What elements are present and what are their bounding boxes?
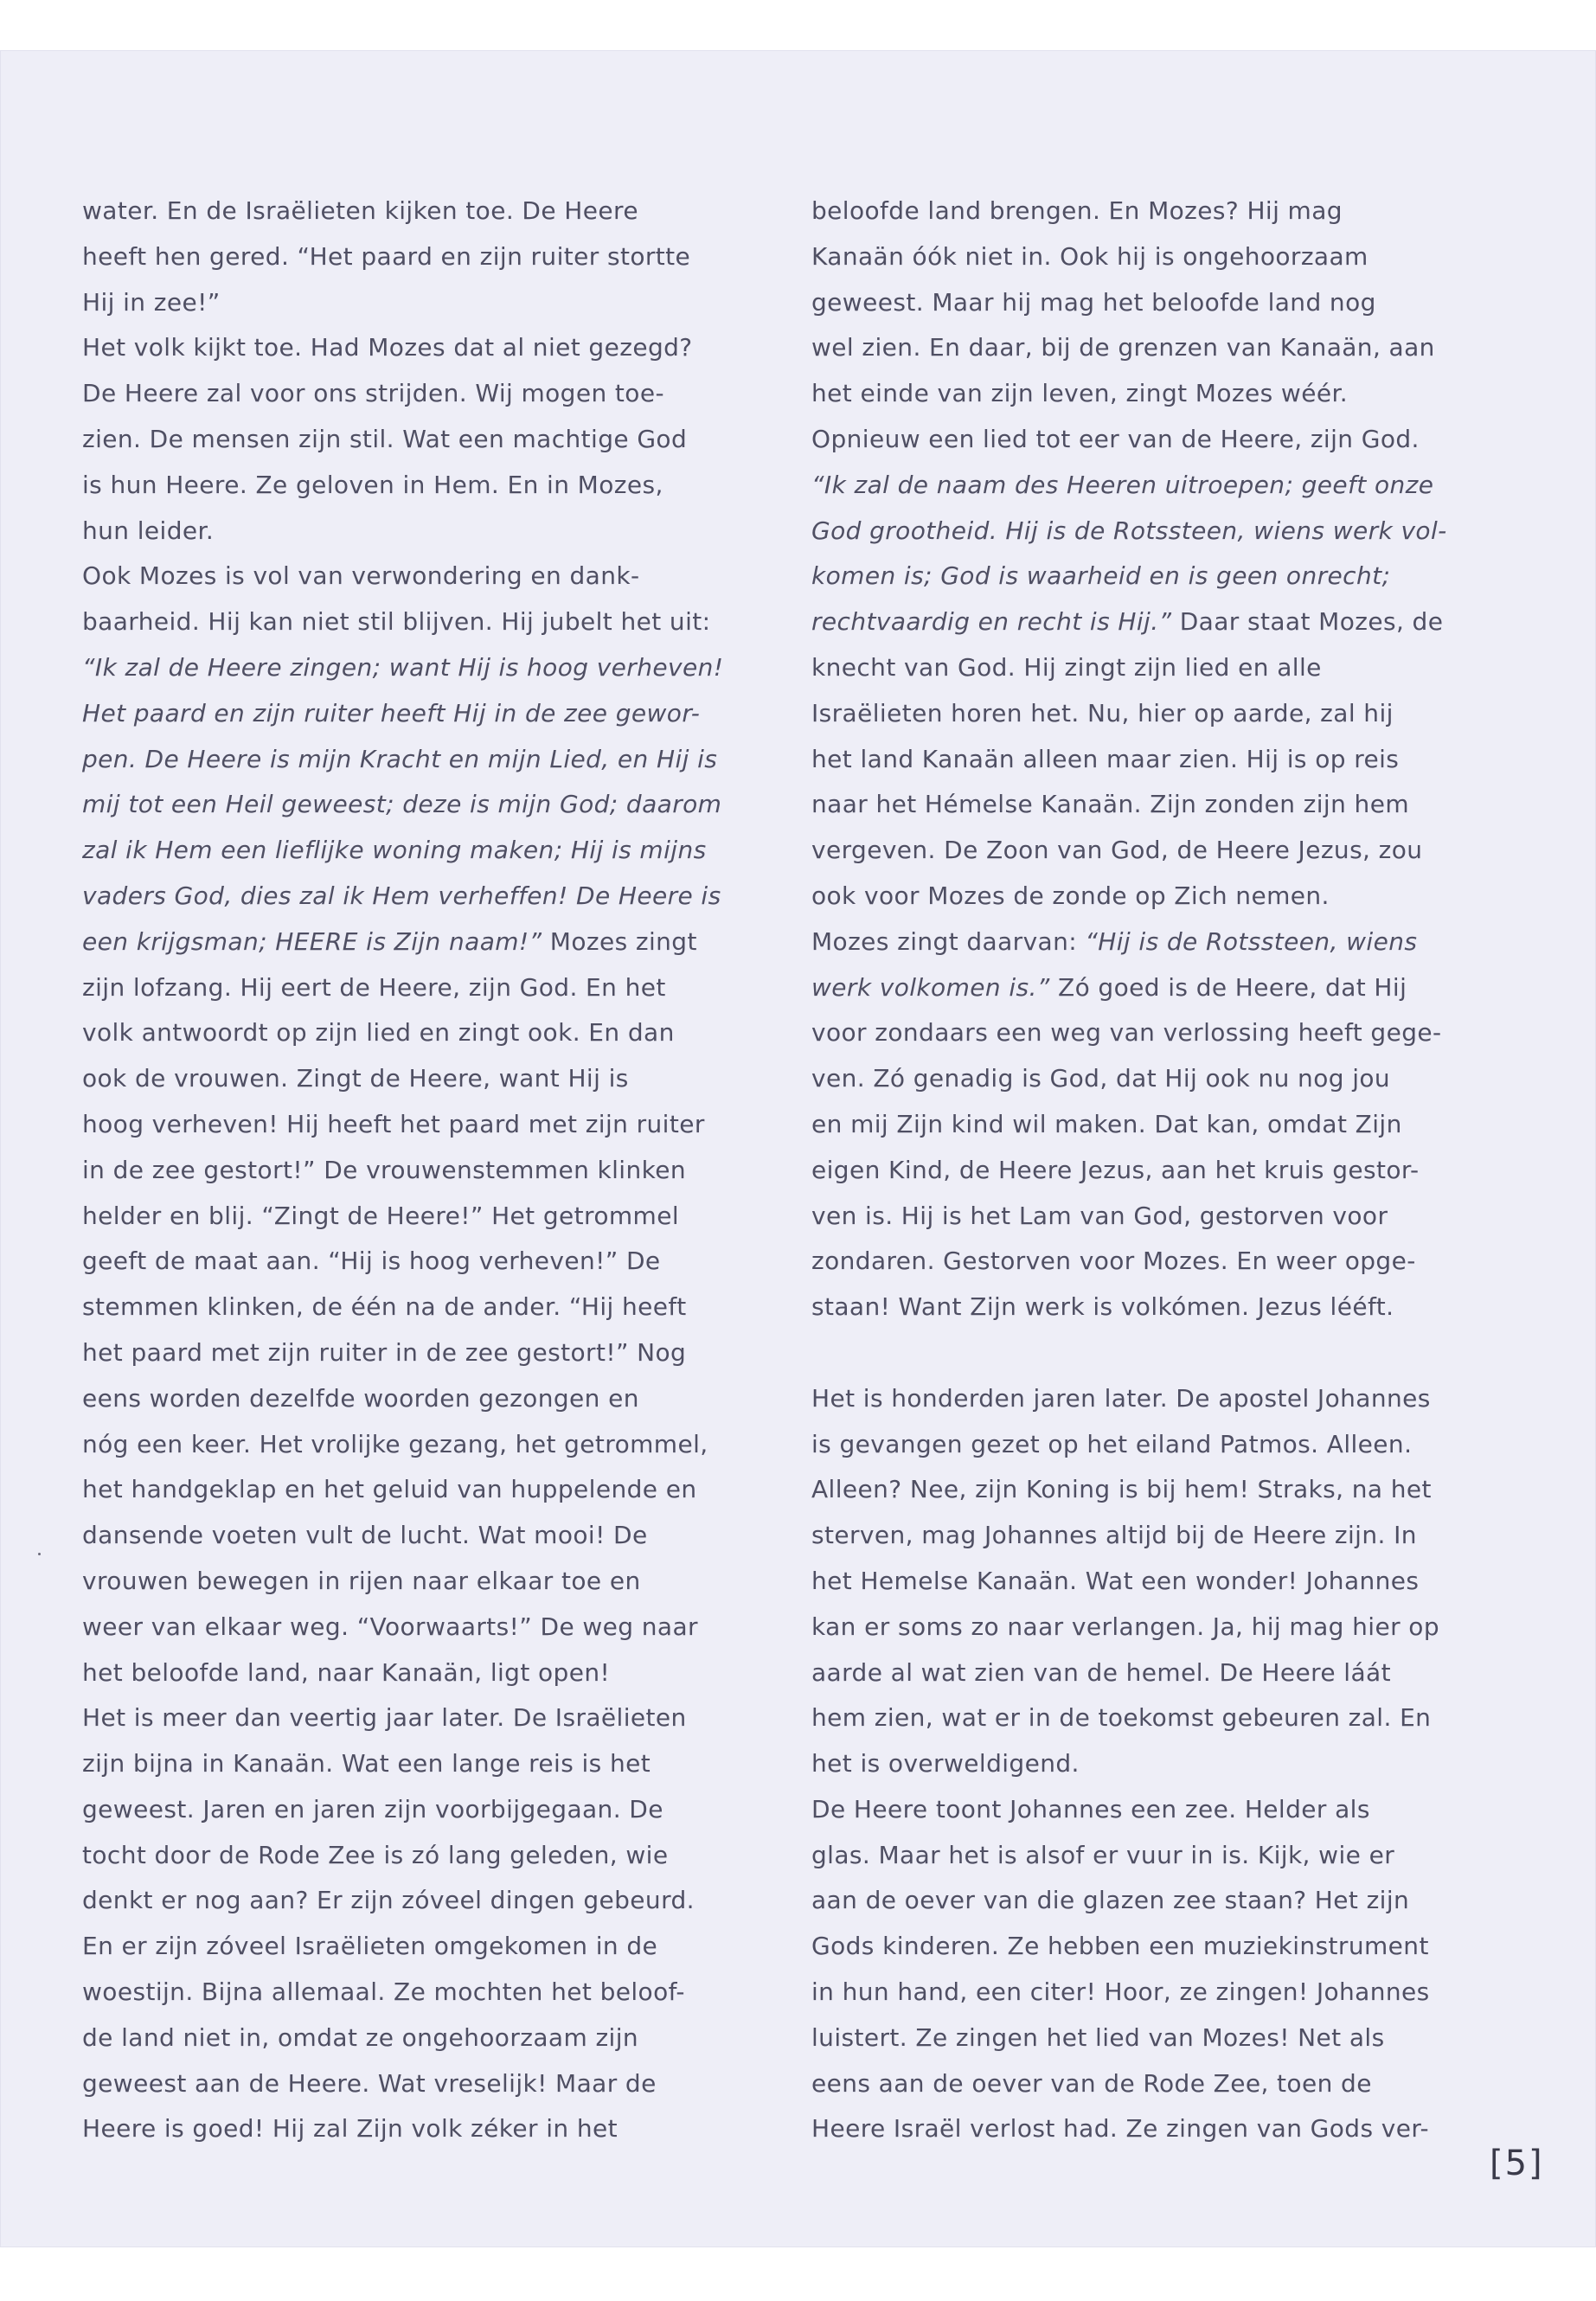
text-line xyxy=(82,189,748,234)
text-line xyxy=(82,2106,748,2152)
text-segment: hoog verheven! Hij heeft het paard met zijn ruiter xyxy=(82,1109,705,1138)
quote-segment: “Ik zal de Heere zingen; want Hij is hoog verheven! xyxy=(82,652,724,682)
text-segment: tocht door de Rode Zee is zó lang geleden, wie xyxy=(82,1840,669,1869)
paragraph xyxy=(811,189,1477,1330)
text-line xyxy=(811,1102,1477,1148)
text-segment: zien. De mensen zijn stil. Wat een machtige God xyxy=(82,424,688,453)
text-segment: geeft de maat aan. “Hij is hoog verheven!” De xyxy=(82,1247,661,1276)
text-line xyxy=(811,325,1477,371)
text-line xyxy=(82,463,748,509)
text-segment: hem zien, wat er in de toekomst gebeuren zal. En xyxy=(811,1703,1432,1733)
text-segment: het einde van zijn leven, zingt Mozes wéér. xyxy=(811,379,1349,408)
text-line xyxy=(811,1467,1477,1513)
text-segment: ven is. Hij is het Lam van God, gestorven voor xyxy=(811,1201,1388,1230)
text-segment: kan er soms zo naar verlangen. Ja, hij mag hier op xyxy=(811,1612,1439,1641)
text-segment: ook voor Mozes de zonde op Zich nemen. xyxy=(811,881,1330,910)
text-line xyxy=(82,1878,748,1924)
text-line xyxy=(811,1239,1477,1285)
text-line xyxy=(811,599,1477,645)
text-line xyxy=(811,417,1477,463)
text-line xyxy=(811,1970,1477,2016)
paper-speck xyxy=(38,1553,41,1555)
text-segment: dansende voeten vult de lucht. Wat mooi! De xyxy=(82,1521,648,1550)
text-segment: eens worden dezelfde woorden gezongen en xyxy=(82,1383,639,1413)
text-line xyxy=(811,828,1477,874)
text-segment: zondaren. Gestorven voor Mozes. En weer opge- xyxy=(811,1247,1416,1276)
text-line xyxy=(811,1695,1477,1741)
text-line xyxy=(811,509,1477,554)
text-segment: aan de oever van die glazen zee staan? Het zijn xyxy=(811,1886,1410,1915)
text-segment: Zó goed is de Heere, dat Hij xyxy=(1049,972,1407,1002)
text-segment: geweest aan de Heere. Wat vreselijk! Maar de xyxy=(82,2068,657,2098)
text-segment: Heere is goed! Hij zal Zijn volk zéker in het xyxy=(82,2114,619,2144)
text-line xyxy=(811,234,1477,280)
text-line xyxy=(811,554,1477,599)
text-line xyxy=(811,1010,1477,1056)
text-line xyxy=(811,2016,1477,2061)
text-line xyxy=(82,554,748,599)
text-line xyxy=(82,1010,748,1056)
text-segment: zijn bijna in Kanaän. Wat een lange reis is het xyxy=(82,1749,651,1779)
text-line xyxy=(82,1695,748,1741)
text-line xyxy=(82,1787,748,1833)
text-line xyxy=(811,874,1477,920)
quote-segment: “Ik zal de naam des Heeren uitroepen; geeft onze xyxy=(811,470,1434,499)
text-segment: Ook Mozes is vol van verwondering en dank- xyxy=(82,561,640,591)
text-segment: hun leider. xyxy=(82,516,215,545)
text-line xyxy=(811,645,1477,691)
text-line xyxy=(811,782,1477,828)
text-line xyxy=(82,1330,748,1376)
text-segment: het land Kanaän alleen maar zien. Hij is op reis xyxy=(811,744,1400,773)
quote-segment: God grootheid. Hij is de Rotssteen, wiens werk vol- xyxy=(811,516,1447,545)
text-line xyxy=(82,1833,748,1879)
text-segment: in de zee gestort!” De vrouwenstemmen klinken xyxy=(82,1155,687,1184)
text-segment: denkt er nog aan? Er zijn zóveel dingen gebeurd. xyxy=(82,1886,695,1915)
text-line xyxy=(82,1559,748,1605)
text-line xyxy=(82,1376,748,1422)
text-line xyxy=(811,1924,1477,1970)
text-line xyxy=(811,1194,1477,1240)
text-segment: is hun Heere. Ze geloven in Hem. En in Mozes, xyxy=(82,470,663,499)
text-segment: en mij Zijn kind wil maken. Dat kan, omdat Zijn xyxy=(811,1109,1402,1138)
text-line xyxy=(82,1467,748,1513)
text-segment: vergeven. De Zoon van God, de Heere Jezus, zou xyxy=(811,836,1423,865)
text-line xyxy=(82,280,748,326)
text-line xyxy=(82,1422,748,1468)
text-line xyxy=(811,463,1477,509)
text-segment: De Heere zal voor ons strijden. Wij mogen toe- xyxy=(82,379,664,408)
text-line xyxy=(82,1650,748,1696)
text-line xyxy=(811,1376,1477,1422)
text-line xyxy=(82,1148,748,1194)
text-line xyxy=(82,920,748,965)
text-segment: stemmen klinken, de één na de ander. “Hij heeft xyxy=(82,1292,687,1322)
text-segment: water. En de Israëlieten kijken toe. De Heere xyxy=(82,196,638,225)
text-line xyxy=(82,645,748,691)
quote-segment: mij tot een Heil geweest; deze is mijn God; daarom xyxy=(82,790,722,819)
book-page xyxy=(0,50,1596,2247)
text-segment: heeft hen gered. “Het paard en zijn ruiter stortte xyxy=(82,241,691,271)
text-segment: aarde al wat zien van de hemel. De Heere láát xyxy=(811,1657,1391,1687)
text-line xyxy=(811,280,1477,326)
text-segment: volk antwoordt op zijn lied en zingt ook. En dan xyxy=(82,1018,675,1048)
text-line xyxy=(811,1148,1477,1194)
paragraph xyxy=(82,189,748,325)
text-segment: het is overweldigend. xyxy=(811,1749,1080,1779)
text-segment: nóg een keer. Het vrolijke gezang, het getrommel, xyxy=(82,1429,708,1458)
text-segment: het handgeklap en het geluid van huppelende en xyxy=(82,1475,697,1504)
text-line xyxy=(82,599,748,645)
text-segment: in hun hand, een citer! Hoor, ze zingen! Johannes xyxy=(811,1977,1430,2007)
text-segment: Alleen? Nee, zijn Koning is bij hem! Straks, na het xyxy=(811,1475,1432,1504)
text-segment: Gods kinderen. Ze hebben een muziekinstrument xyxy=(811,1932,1429,1961)
text-segment: Mozes zingt xyxy=(542,926,697,956)
text-segment: de land niet in, omdat ze ongehoorzaam zijn xyxy=(82,2022,639,2052)
paragraph xyxy=(82,1695,748,2152)
text-segment: geweest. Jaren en jaren zijn voorbijgegaan. De xyxy=(82,1794,663,1823)
text-line xyxy=(811,1559,1477,1605)
text-segment: het Hemelse Kanaän. Wat een wonder! Johannes xyxy=(811,1566,1420,1595)
text-line xyxy=(811,1285,1477,1330)
text-segment: Mozes zingt daarvan: xyxy=(811,926,1086,956)
text-line xyxy=(811,965,1477,1011)
quote-segment: Het paard en zijn ruiter heeft Hij in de zee gewor- xyxy=(82,698,701,727)
text-line xyxy=(82,1605,748,1650)
text-segment: woestijn. Bijna allemaal. Ze mochten het beloof- xyxy=(82,1977,685,2007)
text-line xyxy=(811,1787,1477,1833)
text-line xyxy=(811,1878,1477,1924)
text-line xyxy=(82,371,748,417)
text-segment: naar het Hémelse Kanaän. Zijn zonden zijn hem xyxy=(811,790,1409,819)
paragraph xyxy=(811,1376,1477,1787)
text-segment: eens aan de oever van de Rode Zee, toen de xyxy=(811,2068,1372,2098)
text-segment: voor zondaars een weg van verlossing heeft gege- xyxy=(811,1018,1442,1048)
text-line xyxy=(82,1970,748,2016)
quote-segment: werk volkomen is.” xyxy=(811,972,1050,1002)
text-segment: knecht van God. Hij zingt zijn lied en alle xyxy=(811,652,1322,682)
text-line xyxy=(811,371,1477,417)
text-line xyxy=(811,1741,1477,1787)
text-line xyxy=(82,965,748,1011)
text-segment: helder en blij. “Zingt de Heere!” Het getrommel xyxy=(82,1201,680,1230)
right-text-column xyxy=(811,189,1477,2152)
text-segment: Het is meer dan veertig jaar later. De Israëlieten xyxy=(82,1703,687,1733)
text-line xyxy=(82,691,748,737)
text-segment: En er zijn zóveel Israëlieten omgekomen in de xyxy=(82,1932,658,1961)
text-line xyxy=(82,325,748,371)
text-line xyxy=(811,189,1477,234)
text-segment: weer van elkaar weg. “Voorwaarts!” De weg naar xyxy=(82,1612,698,1641)
text-segment: vrouwen bewegen in rijen naar elkaar toe en xyxy=(82,1566,641,1595)
quote-segment: rechtvaardig en recht is Hij.” xyxy=(811,607,1172,637)
paragraph xyxy=(82,325,748,554)
text-segment: geweest. Maar hij mag het beloofde land nog xyxy=(811,287,1376,317)
left-text-column xyxy=(82,189,748,2152)
text-segment: is gevangen gezet op het eiland Patmos. Alleen. xyxy=(811,1429,1413,1458)
text-segment: het paard met zijn ruiter in de zee gestort!” Nog xyxy=(82,1337,687,1367)
quote-segment: komen is; God is waarheid en is geen onrecht; xyxy=(811,561,1391,591)
text-segment: staan! Want Zijn werk is volkómen. Jezus lééft. xyxy=(811,1292,1394,1322)
text-line xyxy=(811,1605,1477,1650)
text-line xyxy=(811,1513,1477,1559)
text-line xyxy=(82,2016,748,2061)
text-segment: Hij in zee!” xyxy=(82,287,221,317)
text-segment: Heere Israël verlost had. Ze zingen van Gods ver- xyxy=(811,2114,1429,2144)
paragraph xyxy=(82,554,748,1695)
text-line xyxy=(82,1924,748,1970)
text-segment: ook de vrouwen. Zingt de Heere, want Hij is xyxy=(82,1064,629,1093)
text-segment: Het volk kijkt toe. Had Mozes dat al niet gezegd? xyxy=(82,333,693,362)
text-line xyxy=(811,2061,1477,2107)
text-line xyxy=(82,1239,748,1285)
text-line xyxy=(82,737,748,783)
text-line xyxy=(82,1194,748,1240)
text-line xyxy=(82,782,748,828)
text-segment: baarheid. Hij kan niet stil blijven. Hij jubelt het uit: xyxy=(82,607,711,637)
text-line xyxy=(811,1056,1477,1102)
text-line xyxy=(82,1102,748,1148)
quote-segment: een krijgsman; HEERE is Zijn naam!” xyxy=(82,926,542,956)
text-line xyxy=(82,417,748,463)
quote-segment: zal ik Hem een lieflijke woning maken; Hij is mijns xyxy=(82,836,707,865)
text-segment: Kanaän óók niet in. Ook hij is ongehoorzaam xyxy=(811,241,1368,271)
text-segment: Het is honderden jaren later. De apostel Johannes xyxy=(811,1383,1431,1413)
text-line xyxy=(811,691,1477,737)
text-line xyxy=(811,920,1477,965)
text-segment: ven. Zó genadig is God, dat Hij ook nu nog jou xyxy=(811,1064,1391,1093)
text-line xyxy=(811,1650,1477,1696)
text-line xyxy=(82,234,748,280)
text-line xyxy=(82,1056,748,1102)
text-segment: Opnieuw een lied tot eer van de Heere, zijn God. xyxy=(811,424,1420,453)
text-line xyxy=(811,1422,1477,1468)
text-segment: eigen Kind, de Heere Jezus, aan het kruis gestor- xyxy=(811,1155,1420,1184)
text-segment: beloofde land brengen. En Mozes? Hij mag xyxy=(811,196,1343,225)
text-line xyxy=(811,737,1477,783)
text-segment: sterven, mag Johannes altijd bij de Heere zijn. In xyxy=(811,1521,1417,1550)
text-segment: glas. Maar het is alsof er vuur in is. Kijk, wie er xyxy=(811,1840,1395,1869)
text-line xyxy=(811,1833,1477,1879)
text-line xyxy=(82,1741,748,1787)
page-number: [5] xyxy=(1490,2144,1544,2183)
text-segment: luistert. Ze zingen het lied van Mozes! Net als xyxy=(811,2022,1385,2052)
text-line xyxy=(82,509,748,554)
text-line xyxy=(82,874,748,920)
text-segment: Daar staat Mozes, de xyxy=(1171,607,1444,637)
text-segment: het beloofde land, naar Kanaän, ligt open! xyxy=(82,1657,611,1687)
text-line xyxy=(82,828,748,874)
paragraph xyxy=(811,1787,1477,2152)
text-line xyxy=(82,1513,748,1559)
text-segment: Israëlieten horen het. Nu, hier op aarde, zal hij xyxy=(811,698,1394,727)
quote-segment: pen. De Heere is mijn Kracht en mijn Lied, en Hij is xyxy=(82,744,718,773)
text-line xyxy=(82,2061,748,2107)
text-segment: wel zien. En daar, bij de grenzen van Kanaän, aan xyxy=(811,333,1435,362)
quote-segment: “Hij is de Rotssteen, wiens xyxy=(1085,926,1418,956)
text-segment: zijn lofzang. Hij eert de Heere, zijn God. En het xyxy=(82,972,666,1002)
text-line xyxy=(82,1285,748,1330)
quote-segment: vaders God, dies zal ik Hem verheffen! De Heere is xyxy=(82,881,721,910)
text-segment: De Heere toont Johannes een zee. Helder als xyxy=(811,1794,1370,1823)
text-line xyxy=(811,2106,1477,2152)
